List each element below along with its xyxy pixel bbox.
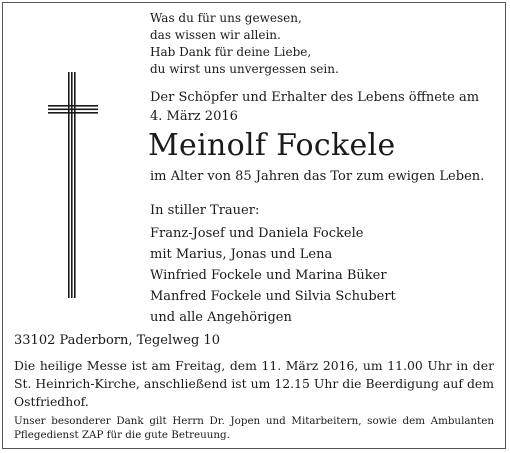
intro-date: 4. März 2016: [150, 109, 238, 124]
mourner-line: Franz-Josef und Daniela Fockele: [150, 226, 364, 241]
thanks-notice: Unser besonderer Dank gilt Herrn Dr. Jopen und Mitarbeitern, sowie dem Ambulanten Pflegedienst ZAP für die gute Betreuung.: [14, 415, 494, 441]
intro-text: [150, 88, 479, 126]
poem-line: das wissen wir allein.: [150, 28, 281, 42]
cross-icon: [48, 72, 98, 300]
intro-line-1: Der Schöpfer und Erhalter des Lebens öffnete am: [150, 90, 480, 105]
mourner-line: mit Marius, Jonas und Lena: [150, 247, 333, 262]
mass-notice: Die heilige Messe ist am Freitag, dem 11. März 2016, um 11.00 Uhr in der St. Heinrich-Kirche, anschließend ist um 12.15 Uhr die Beerdigung auf dem Ostfriedhof.: [14, 358, 494, 409]
poem: [150, 10, 339, 78]
deceased-name: Meinolf Fockele: [148, 128, 396, 163]
poem-line: Was du für uns gewesen,: [150, 11, 302, 25]
mourner-line: Manfred Fockele und Silvia Schubert: [150, 289, 396, 304]
mourners-heading: In stiller Trauer:: [150, 203, 260, 218]
mourner-line: und alle Angehörigen: [150, 310, 292, 325]
mourners-list: [150, 200, 396, 328]
age-line: im Alter von 85 Jahren das Tor zum ewigen Leben.: [150, 169, 485, 184]
poem-line: Hab Dank für deine Liebe,: [150, 45, 312, 59]
poem-line: du wirst uns unvergessen sein.: [150, 62, 339, 76]
address: 33102 Paderborn, Tegelweg 10: [14, 333, 220, 348]
mourner-line: Winfried Fockele und Marina Büker: [150, 268, 387, 283]
